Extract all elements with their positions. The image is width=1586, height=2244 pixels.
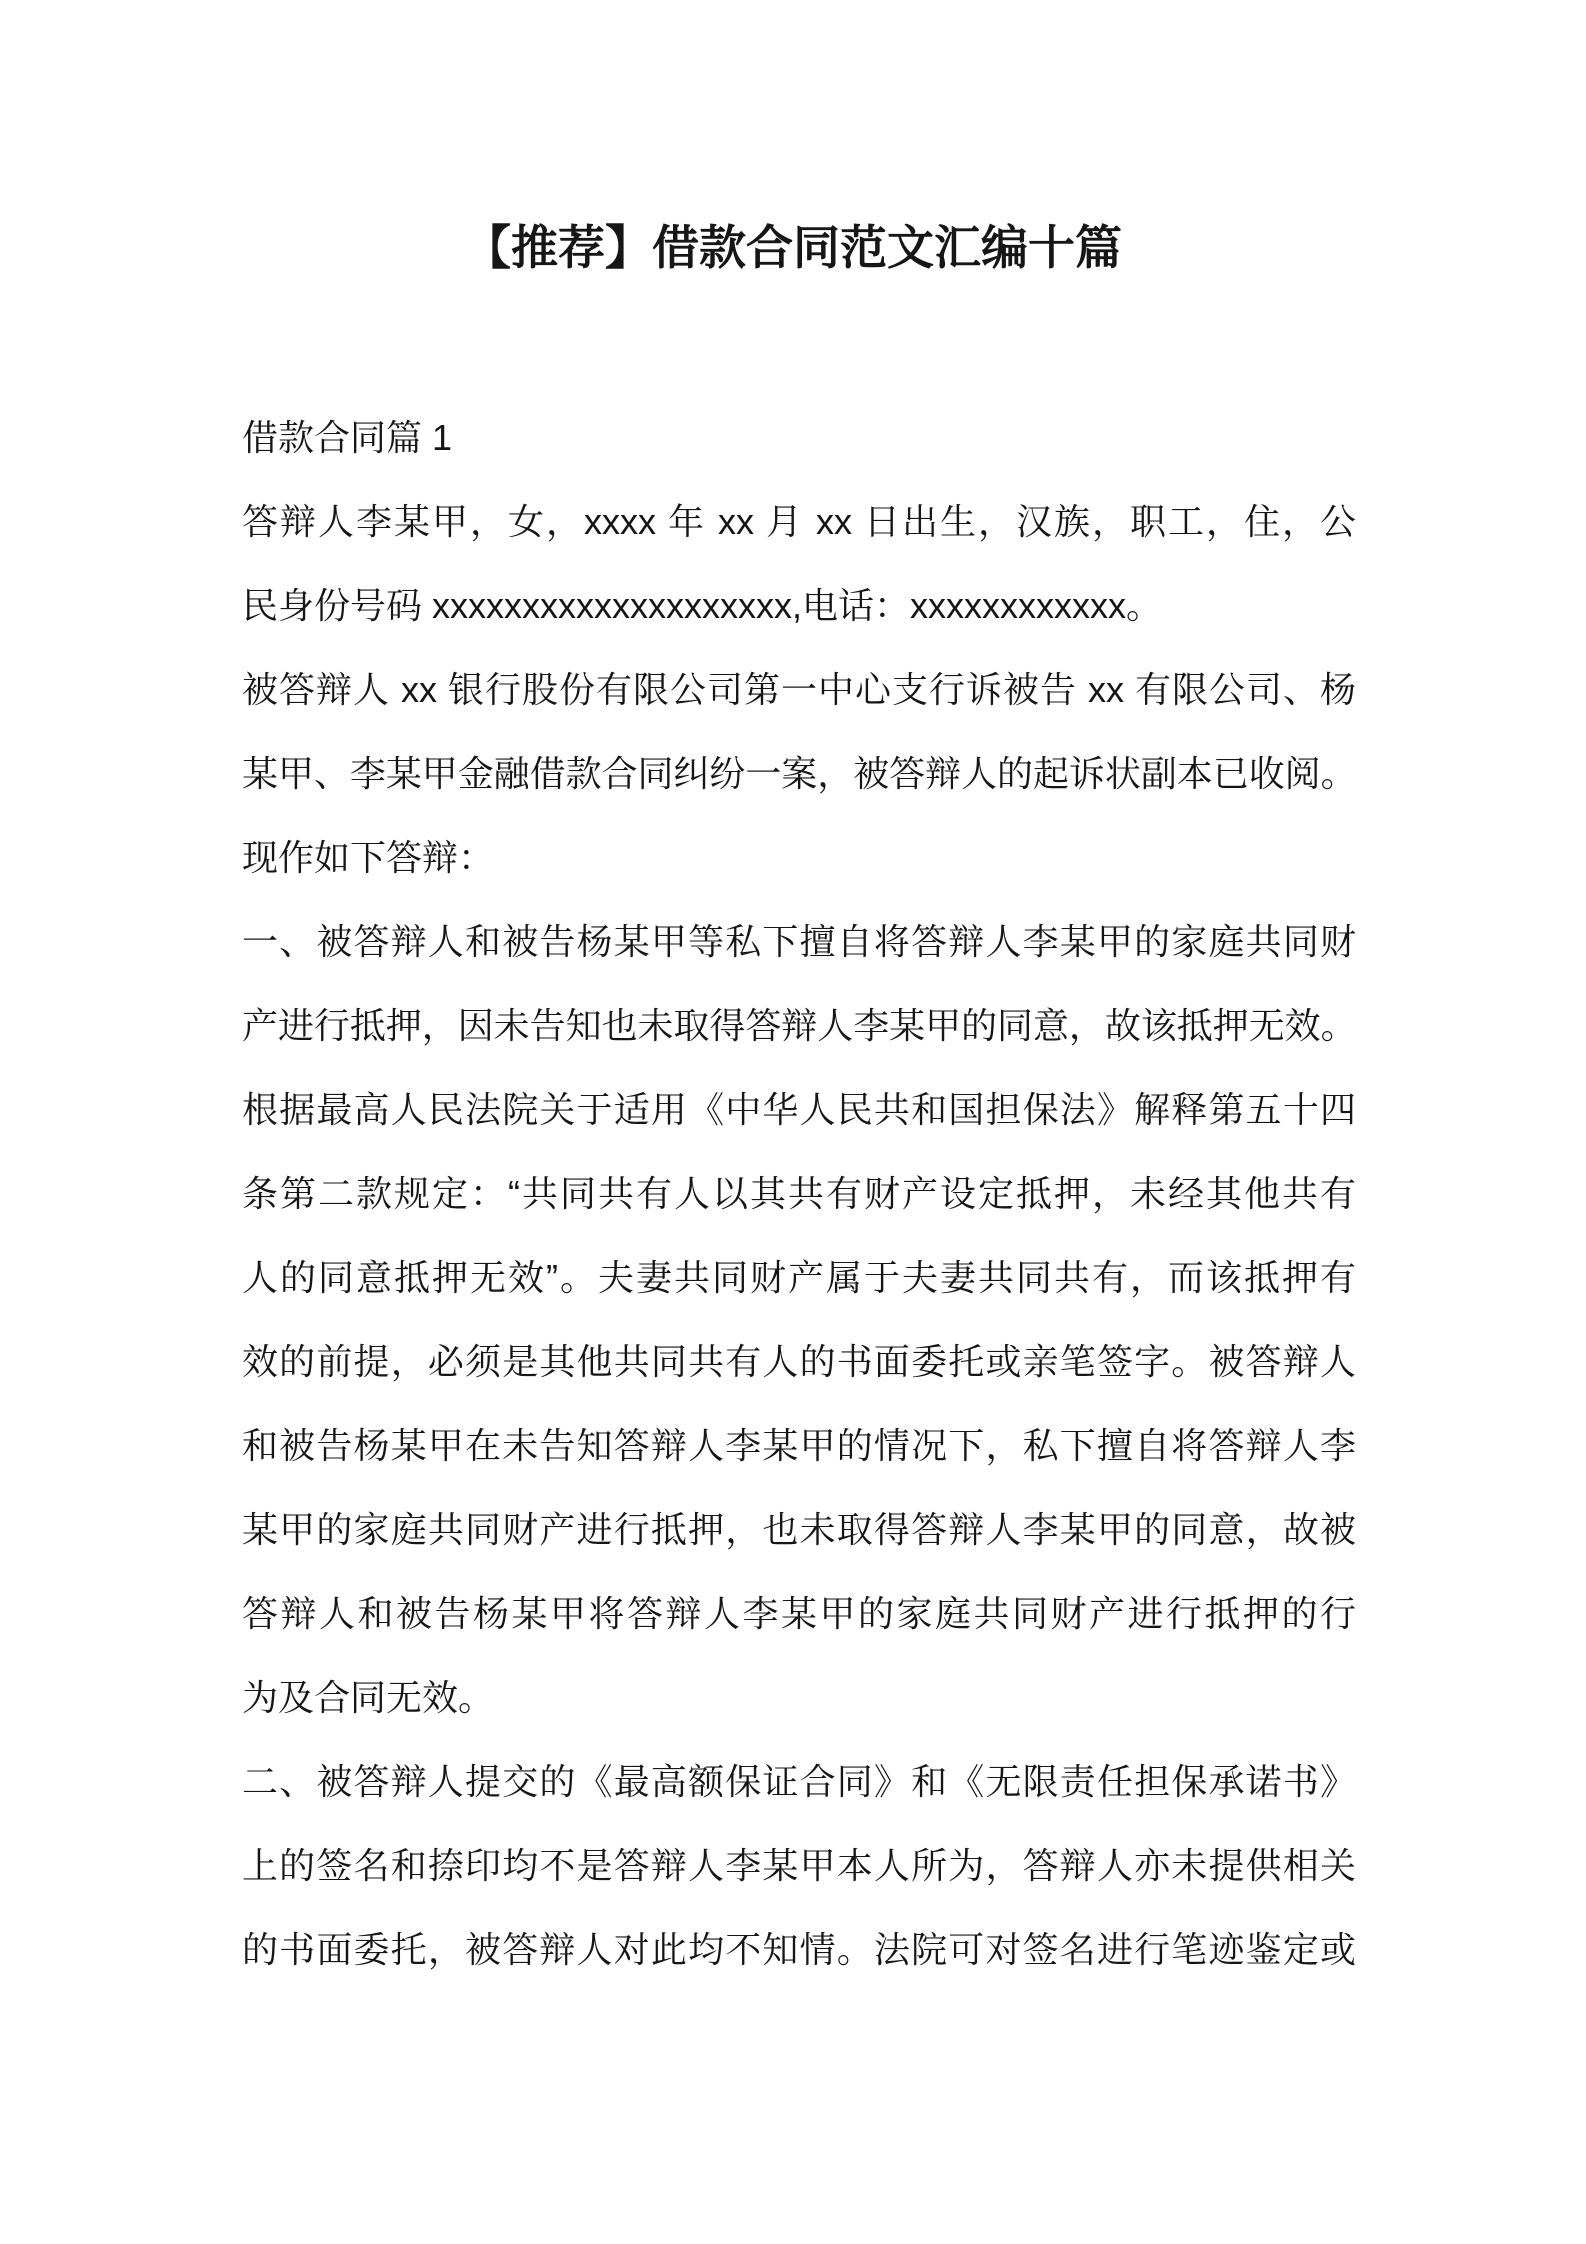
paragraph-line: 答辩人李某甲，女，xxxx 年 xx 月 xx 日出生，汉族，职工，住，公 bbox=[242, 501, 1356, 542]
paragraph-line: 现作如下答辩： bbox=[242, 837, 495, 878]
paragraph-line: 某甲的家庭共同财产进行抵押，也未取得答辩人李某甲的同意，故被 bbox=[242, 1509, 1356, 1550]
paragraph-line: 和被告杨某甲在未告知答辩人李某甲的情况下，私下擅自将答辩人李 bbox=[242, 1425, 1356, 1466]
paragraph-line: 上的签名和捺印均不是答辩人李某甲本人所为，答辩人亦未提供相关 bbox=[242, 1845, 1356, 1886]
paragraph-line: 人的同意抵押无效”。夫妻共同财产属于夫妻共同共有，而该抵押有 bbox=[242, 1257, 1356, 1298]
paragraph-line: 二、被答辩人提交的《最高额保证合同》和《无限责任担保承诺书》 bbox=[242, 1761, 1356, 1802]
section-heading: 借款合同篇 1 bbox=[242, 417, 453, 458]
paragraph-line: 民身份号码 xxxxxxxxxxxxxxxxxxxx,电话：xxxxxxxxxxxx。 bbox=[242, 585, 1163, 626]
paragraph-line: 某甲、李某甲金融借款合同纠纷一案，被答辩人的起诉状副本已收阅。 bbox=[242, 753, 1356, 794]
paragraph bbox=[242, 648, 1356, 900]
paragraph-line: 条第二款规定：“共同共有人以其共有财产设定抵押，未经其他共有 bbox=[242, 1173, 1356, 1214]
document-body bbox=[242, 396, 1356, 1992]
paragraph-line: 根据最高人民法院关于适用《中华人民共和国担保法》解释第五十四 bbox=[242, 1089, 1356, 1130]
document-title: 【推荐】借款合同范文汇编十篇 bbox=[464, 221, 1122, 274]
paragraph-line: 的书面委托，被答辩人对此均不知情。法院可对签名进行笔迹鉴定或 bbox=[242, 1929, 1356, 1970]
paragraph bbox=[242, 480, 1356, 648]
paragraph-line: 为及合同无效。 bbox=[242, 1677, 495, 1718]
paragraph bbox=[242, 900, 1356, 1740]
paragraph-line: 效的前提，必须是其他共同共有人的书面委托或亲笔签字。被答辩人 bbox=[242, 1341, 1356, 1382]
paragraph-line: 产进行抵押，因未告知也未取得答辩人李某甲的同意，故该抵押无效。 bbox=[242, 1005, 1356, 1046]
paragraph bbox=[242, 1740, 1356, 1992]
paragraph-line: 答辩人和被告杨某甲将答辩人李某甲的家庭共同财产进行抵押的行 bbox=[242, 1593, 1356, 1634]
paragraph-line: 一、被答辩人和被告杨某甲等私下擅自将答辩人李某甲的家庭共同财 bbox=[242, 921, 1356, 962]
paragraph-line: 被答辩人 xx 银行股份有限公司第一中心支行诉被告 xx 有限公司、杨 bbox=[242, 669, 1356, 710]
